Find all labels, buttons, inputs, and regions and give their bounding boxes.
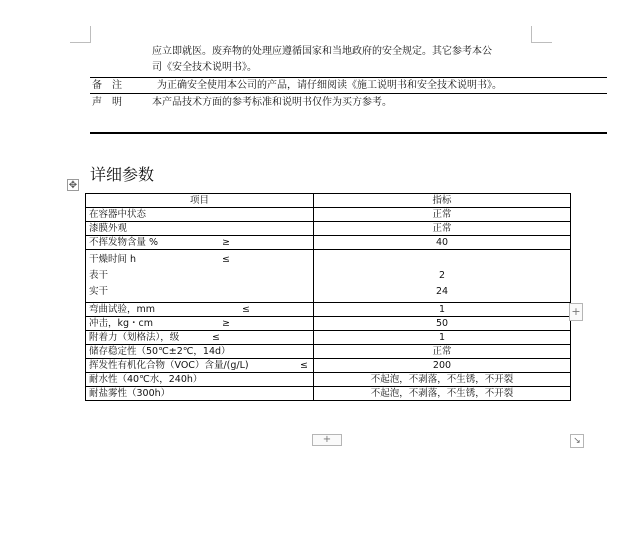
row-item-symbol: ≤ (300, 360, 308, 371)
hard-dry-label: 实干 (89, 286, 109, 297)
row-item: 储存稳定性（50℃±2℃，14d） (86, 345, 314, 359)
row-value: 正常 (314, 208, 571, 222)
row-item-symbol: ≥ (222, 318, 230, 329)
row-item: 在容器中状态 (86, 208, 314, 222)
table-row (86, 373, 571, 387)
table-row (86, 359, 571, 373)
add-row-button[interactable]: + (312, 434, 342, 446)
statement-text: 本产品技术方面的参考标准和说明书仅作为买方参考。 (152, 97, 392, 108)
table-move-icon[interactable]: ✥ (68, 180, 78, 191)
page-corner-mark-right (531, 26, 552, 43)
row-item-symbol: ≥ (222, 237, 230, 248)
add-column-button[interactable]: + (569, 303, 583, 321)
page-corner-mark-left (70, 26, 91, 43)
table-row (86, 236, 571, 250)
row-item-label: 冲击，kg・cm (89, 318, 154, 329)
row-value: 1 (314, 331, 571, 345)
row-item-label: 不挥发物含量 % (89, 237, 159, 248)
divider-line (90, 93, 607, 94)
row-item (86, 359, 314, 373)
row-value: 50 (314, 317, 571, 331)
parameter-table (85, 193, 571, 401)
row-value (314, 250, 571, 303)
statement-label: 声 明 (92, 97, 122, 108)
bend-symbol: ≤ (242, 304, 250, 315)
row-value: 200 (314, 359, 571, 373)
row-item: 耐盐雾性（300h） (86, 387, 314, 401)
header-value: 指标 (314, 194, 571, 208)
bend-label: 弯曲试验，mm (89, 304, 156, 315)
section-heading: 详细参数 (90, 165, 155, 184)
row-item (86, 331, 314, 345)
row-item: 漆膜外观 (86, 222, 314, 236)
body-text-line-1: 应立即就医。废弃物的处理应遵循国家和当地政府的安全规定。其它参考本公 (152, 46, 492, 57)
surface-dry-label: 表干 (89, 270, 109, 281)
row-item-label: 附着力（划格法），级 (89, 332, 180, 343)
divider-line (90, 77, 607, 78)
table-row (86, 387, 571, 401)
drying-label: 干燥时间 h (89, 254, 137, 265)
row-item-label: 挥发性有机化合物（VOC）含量/(g/L) (89, 360, 249, 371)
header-item: 项目 (86, 194, 314, 208)
row-item (86, 236, 314, 250)
row-value: 不起泡，不剥落，不生锈，不开裂 (314, 387, 571, 401)
body-text-line-2: 司《安全技术说明书》。 (152, 62, 257, 73)
row-value: 不起泡，不剥落，不生锈，不开裂 (314, 373, 571, 387)
table-row (86, 331, 571, 345)
row-value: 1 (314, 303, 571, 317)
remark-label: 备 注 (92, 80, 122, 91)
row-item (86, 303, 314, 317)
row-item (86, 317, 314, 331)
row-value: 正常 (314, 345, 571, 359)
row-item (86, 250, 314, 303)
row-item-symbol: ≤ (212, 332, 220, 343)
table-header-row (86, 194, 571, 208)
drying-symbol: ≤ (222, 254, 230, 265)
table-row (86, 317, 571, 331)
table-row (86, 222, 571, 236)
table-resize-icon[interactable]: ↘ (570, 434, 584, 448)
table-row (86, 208, 571, 222)
table-row-drying-time (86, 250, 571, 303)
row-value: 40 (314, 236, 571, 250)
row-value: 正常 (314, 222, 571, 236)
surface-dry-value: 2 (438, 270, 446, 281)
table-row (86, 303, 571, 317)
remark-text: 为正确安全使用本公司的产品，请仔细阅读《施工说明书和安全技术说明书》。 (157, 80, 502, 91)
section-divider (90, 132, 607, 134)
table-row (86, 345, 571, 359)
row-item: 耐水性（40℃水，240h） (86, 373, 314, 387)
hard-dry-value: 24 (435, 286, 449, 297)
